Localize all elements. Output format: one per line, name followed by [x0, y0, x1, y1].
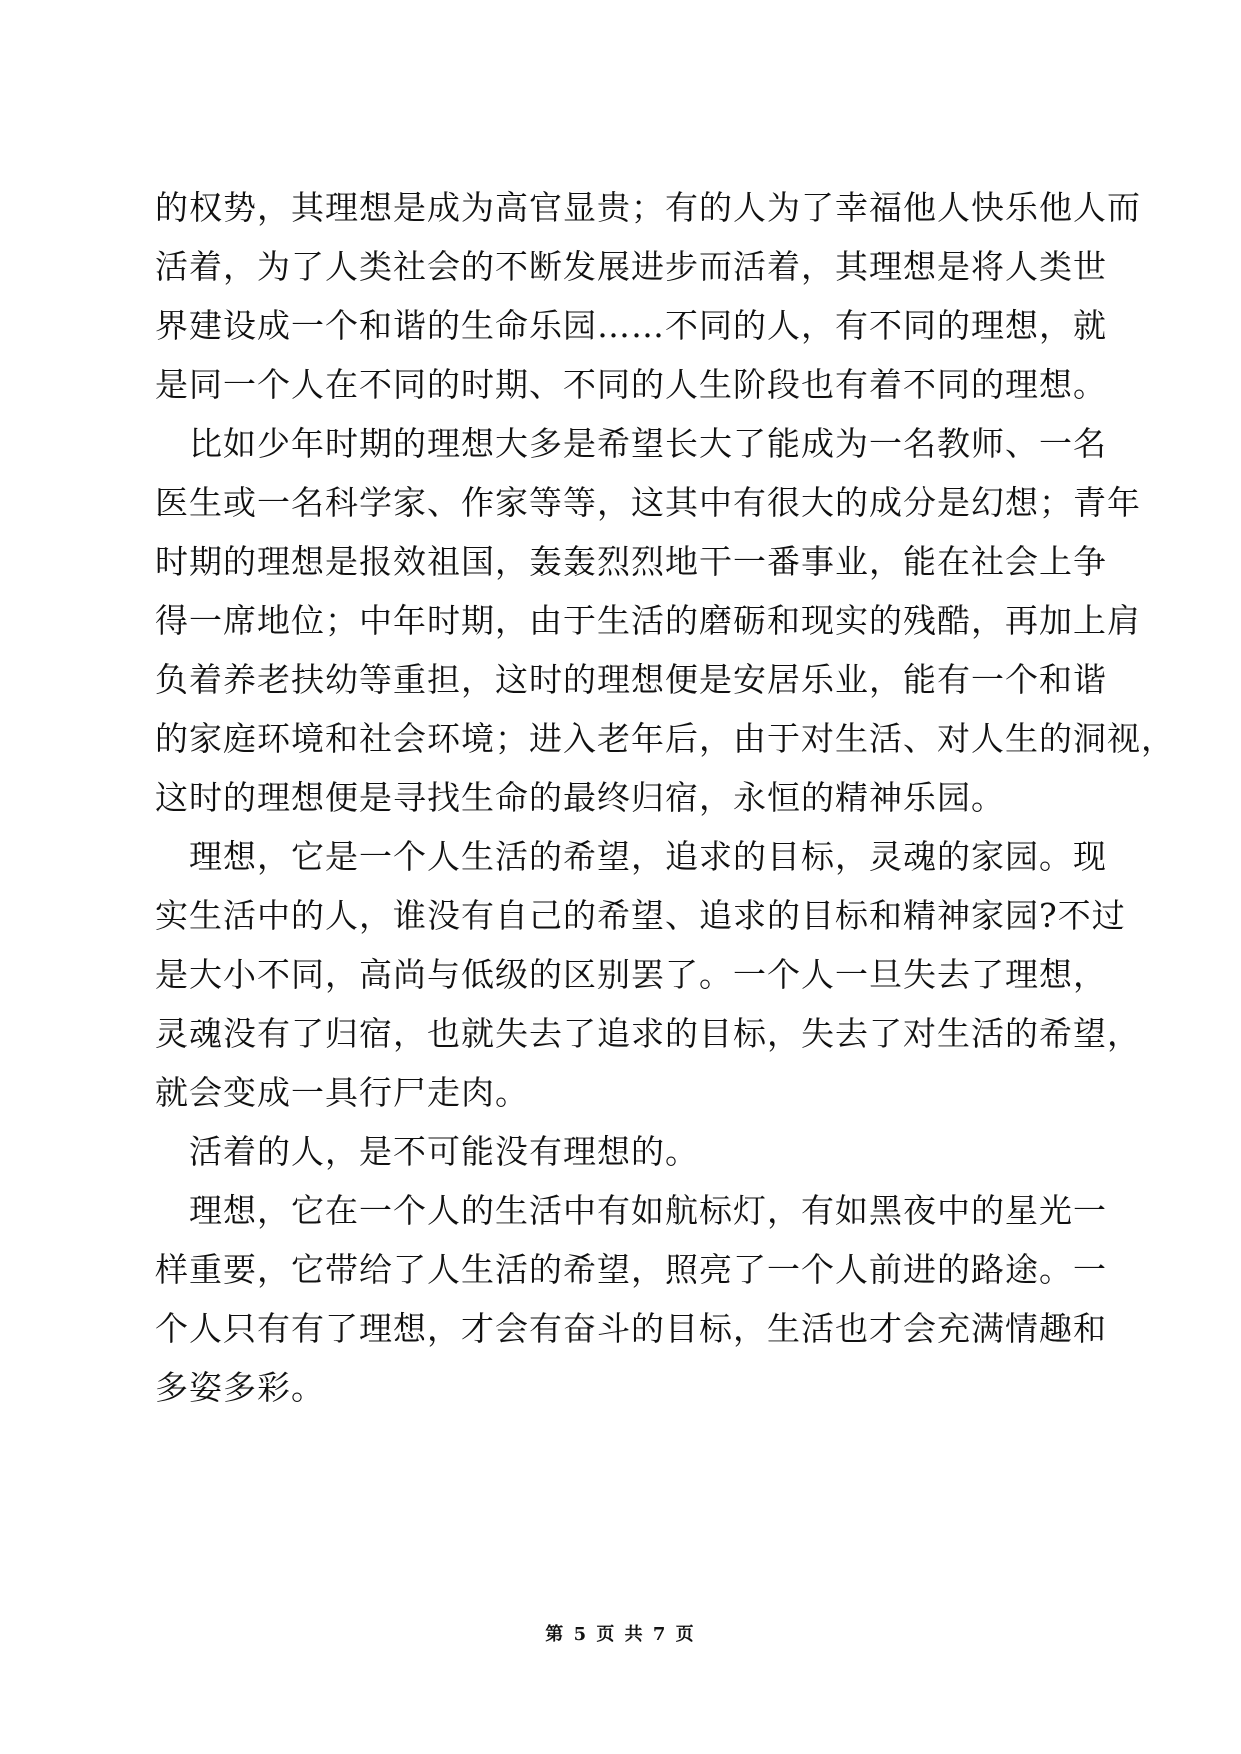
- text-line: 灵魂没有了归宿，也就失去了追求的目标，失去了对生活的希望，: [155, 1014, 1141, 1053]
- text-line: 活着，为了人类社会的不断发展进步而活着，其理想是将人类世: [155, 247, 1107, 286]
- text-line: 的家庭环境和社会环境；进入老年后，由于对生活、对人生的洞视，: [155, 719, 1175, 758]
- text-line: 理想，它在一个人的生活中有如航标灯，有如黑夜中的星光一: [189, 1191, 1107, 1230]
- text-line: 比如少年时期的理想大多是希望长大了能成为一名教师、一名: [189, 424, 1107, 463]
- text-line: 时期的理想是报效祖国，轰轰烈烈地干一番事业，能在社会上争: [155, 542, 1107, 581]
- page-number-footer: 第 5 页 共 7 页: [545, 1624, 696, 1645]
- text-line: 界建设成一个和谐的生命乐园……不同的人，有不同的理想，就: [155, 306, 1107, 345]
- text-line: 多姿多彩。: [155, 1368, 325, 1407]
- text-line: 医生或一名科学家、作家等等，这其中有很大的成分是幻想；青年: [155, 483, 1141, 522]
- text-line: 样重要，它带给了人生活的希望，照亮了一个人前进的路途。一: [155, 1250, 1107, 1289]
- text-line: 理想，它是一个人生活的希望，追求的目标，灵魂的家园。现: [189, 837, 1107, 876]
- text-line: 是同一个人在不同的时期、不同的人生阶段也有着不同的理想。: [155, 365, 1107, 404]
- text-line: 个人只有有了理想，才会有奋斗的目标，生活也才会充满情趣和: [155, 1309, 1107, 1348]
- text-line: 负着养老扶幼等重担，这时的理想便是安居乐业，能有一个和谐: [155, 660, 1107, 699]
- text-line: 的权势，其理想是成为高官显贵；有的人为了幸福他人快乐他人而: [155, 188, 1141, 227]
- text-line: 实生活中的人，谁没有自己的希望、追求的目标和精神家园?不过: [155, 896, 1126, 935]
- text-line: 这时的理想便是寻找生命的最终归宿，永恒的精神乐园。: [155, 778, 1005, 817]
- text-line: 得一席地位；中年时期，由于生活的磨砺和现实的残酷，再加上肩: [155, 601, 1141, 640]
- text-line: 是大小不同，高尚与低级的区别罢了。一个人一旦失去了理想，: [155, 955, 1107, 994]
- text-line: 活着的人，是不可能没有理想的。: [189, 1132, 699, 1171]
- text-line: 就会变成一具行尸走肉。: [155, 1073, 529, 1112]
